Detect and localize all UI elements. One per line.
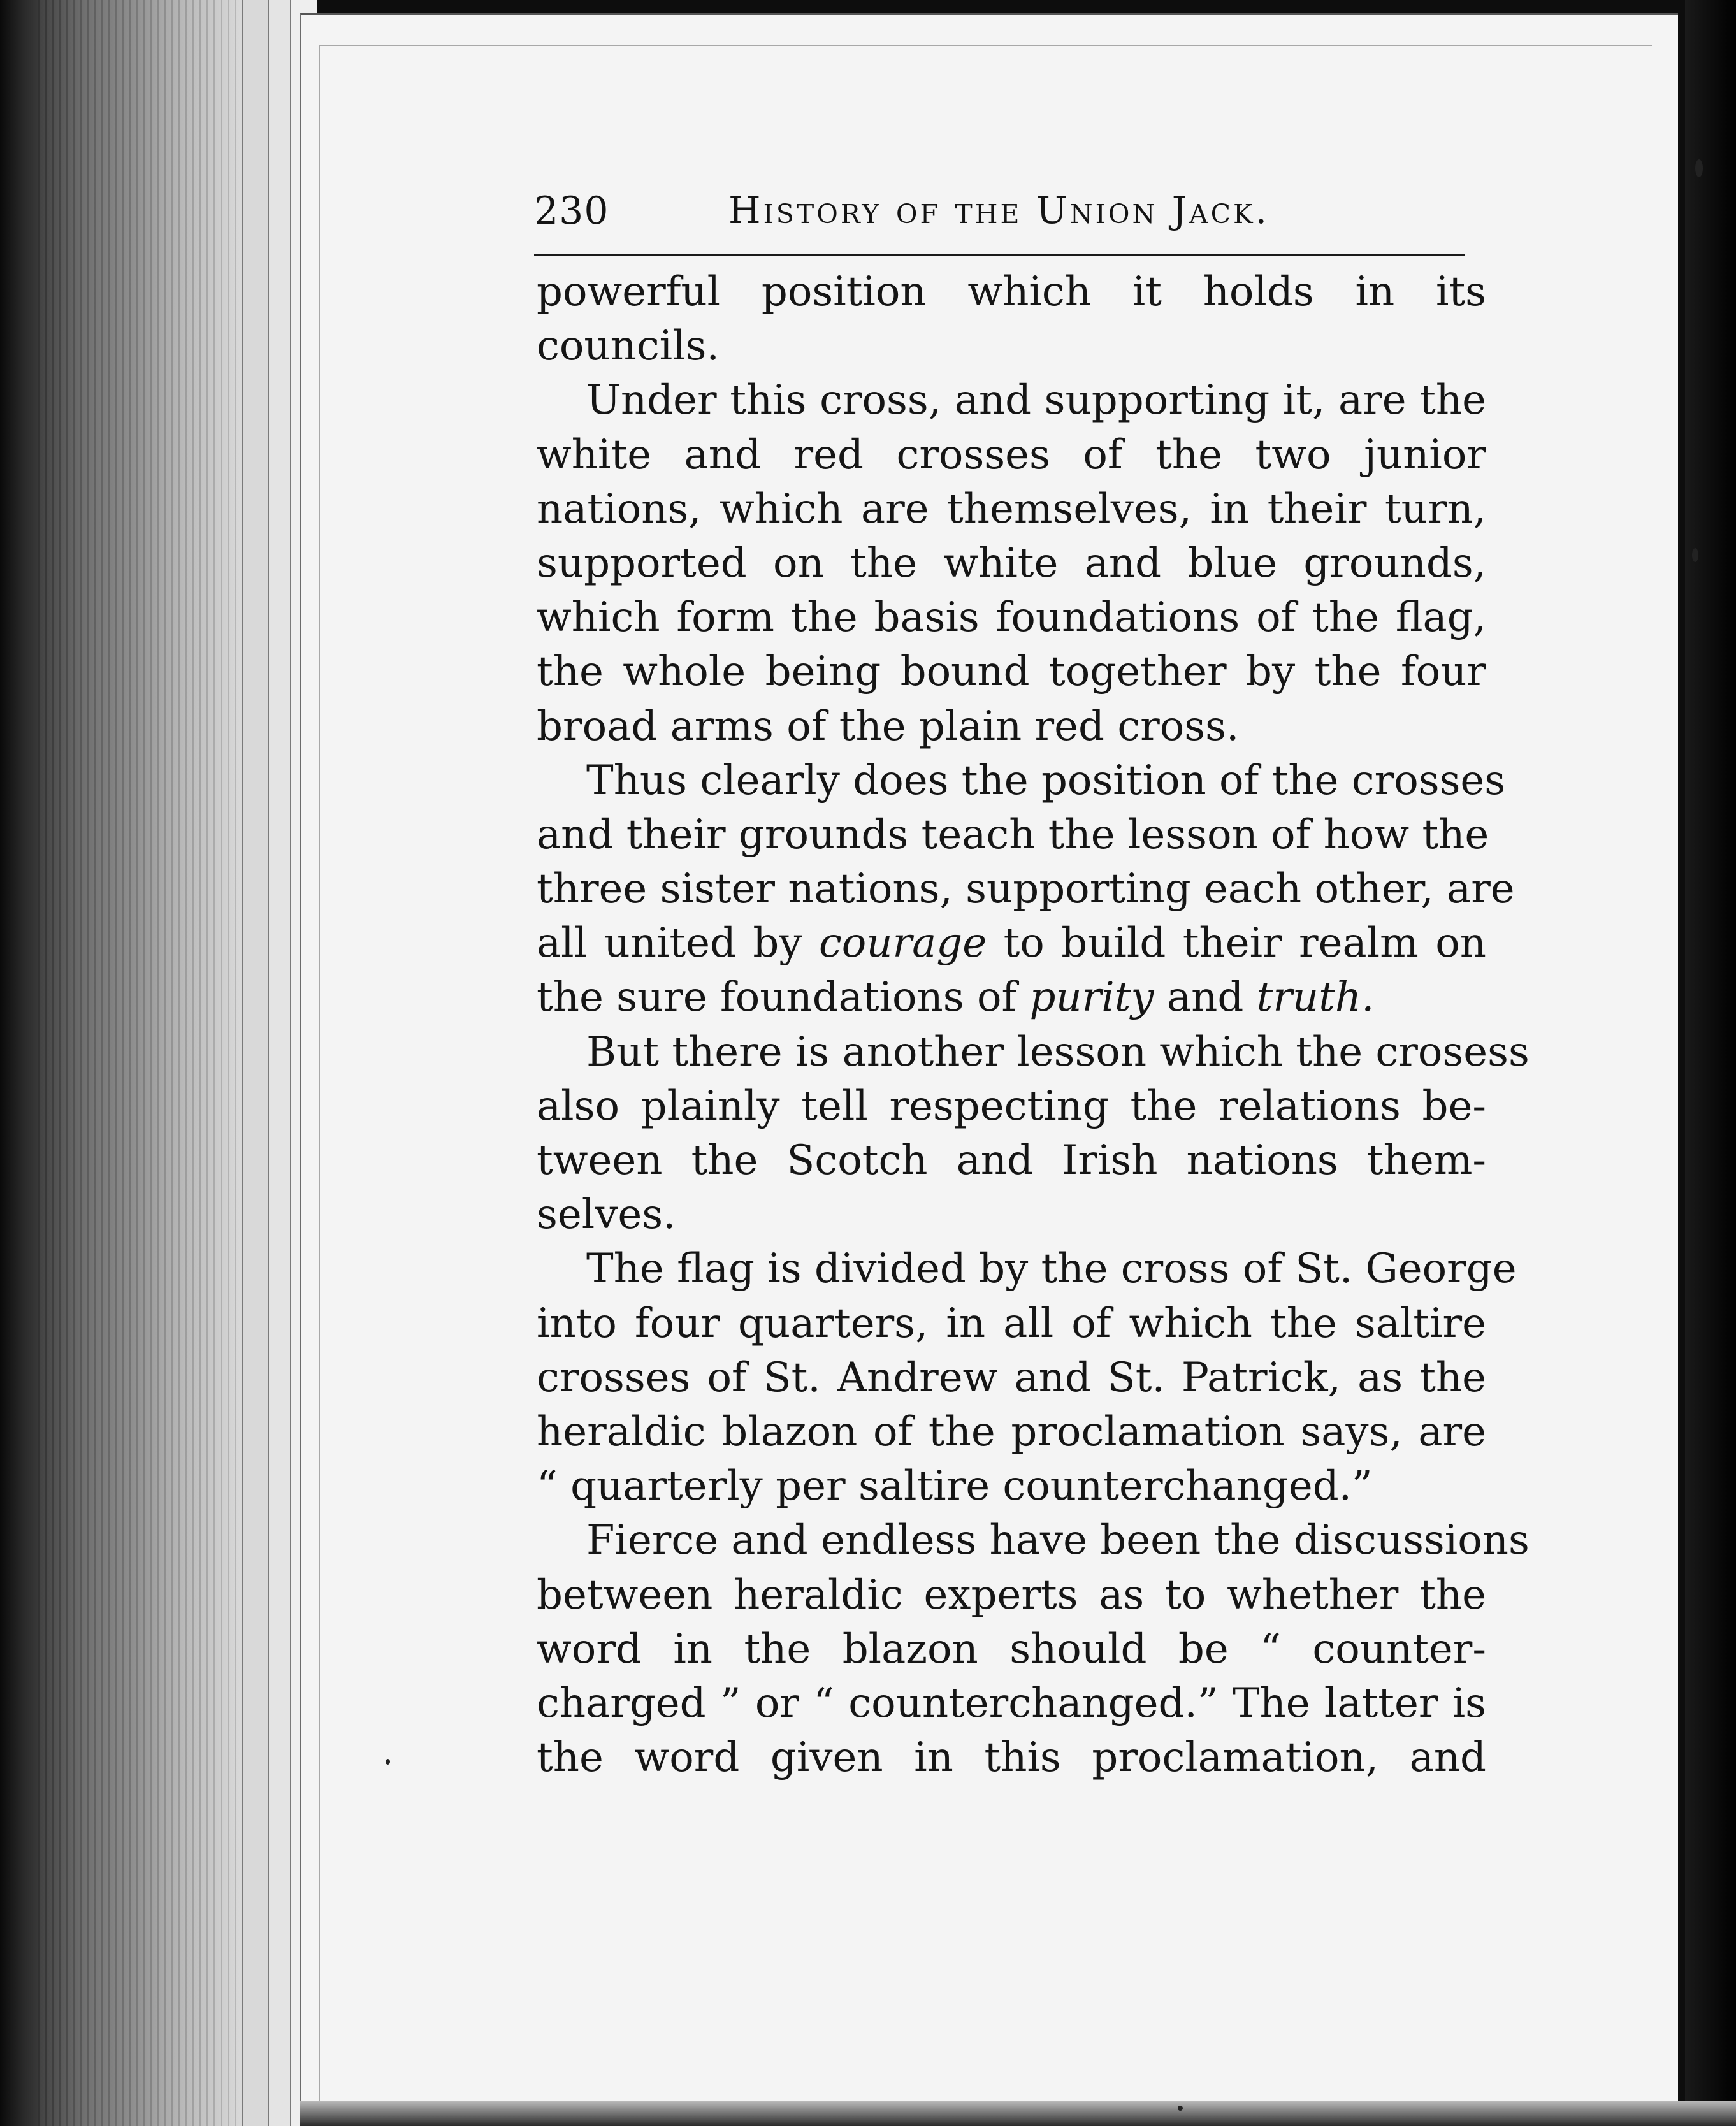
running-title: History of the Union Jack.	[728, 189, 1270, 232]
text-run: the sure foundations of	[537, 974, 1017, 1022]
text-line: Under this cross, and supporting it, are the	[586, 377, 1486, 424]
scan-border-bottom	[300, 2101, 1736, 2126]
scan-speck	[1692, 548, 1698, 562]
text-line: the word given in this proclamation, and	[537, 1734, 1486, 1782]
text-line: supported on the white and blue grounds,	[537, 539, 1486, 587]
text-line: word in the blazon should be “ counter-	[537, 1625, 1486, 1673]
italic-word: truth.	[1256, 974, 1375, 1022]
text-line: the whole being bound together by the four	[537, 648, 1486, 696]
text-line: white and red crosses of the two junior	[537, 431, 1486, 479]
text-line: three sister nations, supporting each other, are	[537, 865, 1515, 913]
header-rule	[534, 254, 1465, 256]
text-line: which form the basis foundations of the flag,	[537, 594, 1486, 642]
text-line: nations, which are themselves, in their turn,	[537, 485, 1486, 533]
text-line: and their grounds teach the lesson of how the	[537, 811, 1489, 858]
text-run: to build their realm on	[1003, 920, 1486, 967]
text-run: and	[1166, 974, 1244, 1022]
text-line: into four quarters, in all of which the saltire	[537, 1299, 1486, 1347]
text-run: all united by	[537, 920, 802, 967]
text-line: selves.	[537, 1191, 676, 1239]
text-line: charged ” or “ counterchanged.” The latter is	[537, 1679, 1486, 1727]
text-line: heraldic blazon of the proclamation says, are	[537, 1408, 1486, 1456]
text-line: also plainly tell respecting the relations be-	[537, 1082, 1486, 1130]
scan-speck	[386, 1759, 390, 1765]
text-line: councils.	[537, 322, 720, 370]
text-line: broad arms of the plain red cross.	[537, 702, 1240, 750]
italic-word: courage	[818, 920, 987, 967]
text-line	[537, 971, 1486, 1025]
text-line: tween the Scotch and Irish nations them-	[537, 1137, 1486, 1184]
italic-word: purity	[1029, 974, 1154, 1022]
text-line: Fierce and endless have been the discussions	[586, 1517, 1530, 1565]
text-line: powerful position which it holds in its	[537, 268, 1486, 315]
scan-speck	[1178, 2106, 1183, 2111]
text-line	[537, 916, 1486, 971]
page-stack-texture	[38, 0, 242, 2126]
scan-speck	[1695, 159, 1703, 177]
body-text	[537, 265, 1530, 1785]
text-line: “ quarterly per saltire counterchanged.”	[537, 1463, 1373, 1510]
text-line: The flag is divided by the cross of St. George	[586, 1245, 1517, 1293]
running-head	[534, 189, 1465, 240]
text-line: But there is another lesson which the crosess	[586, 1028, 1530, 1076]
text-line: between heraldic experts as to whether the	[537, 1571, 1486, 1619]
text-line: Thus clearly does the position of the crosses	[586, 756, 1506, 804]
scan-border-right	[1685, 0, 1736, 2126]
text-line: crosses of St. Andrew and St. Patrick, as the	[537, 1354, 1486, 1401]
page-number: 230	[534, 189, 609, 233]
